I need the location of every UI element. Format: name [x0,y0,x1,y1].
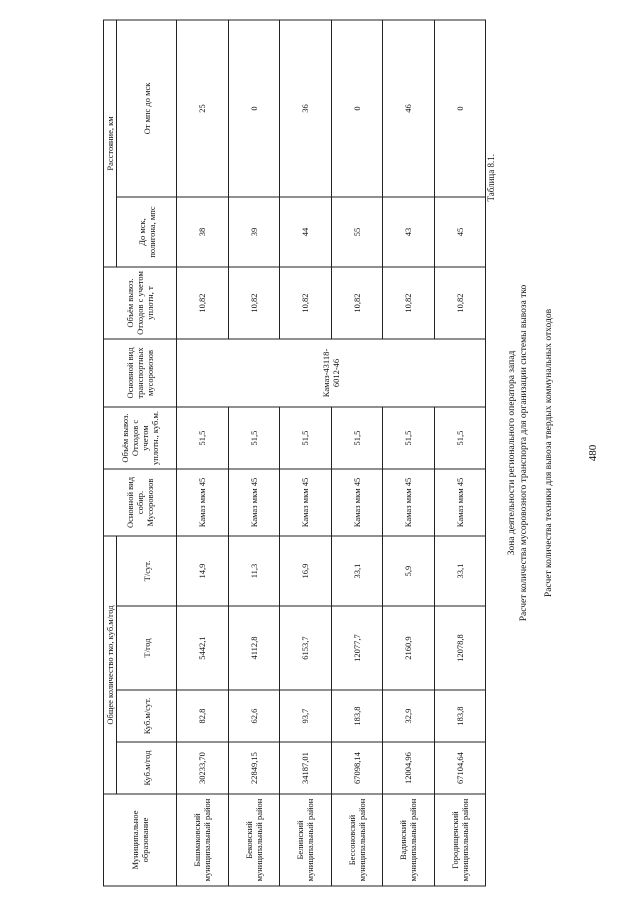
cell-vol-m3: 51,5 [280,407,332,469]
cell-vol-t: 10,82 [434,267,486,339]
cell-name: Белинский муниципальный район [280,794,332,886]
cell-vol-m3: 51,5 [228,407,280,469]
page-number: 480 [587,444,599,461]
cell-m3-year: 67098,14 [331,742,383,794]
cell-vol-t: 10,82 [383,267,435,339]
header-distance-group: Расстояние, км [104,20,117,267]
cell-from-mps: 36 [280,20,332,197]
cell-name: Бессоновский муниципальный район [331,794,383,886]
cell-to-msk: 44 [280,197,332,267]
cell-t-day: 11,3 [228,536,280,606]
cell-m3-day: 183,8 [434,690,486,742]
table-row [280,20,332,886]
cell-m3-day: 82,8 [177,690,229,742]
cell-vehicle: Камаз мкм 45 [228,469,280,536]
header-volume-t: Объём вывоз. Отходов с учетом уплотн, т [104,267,177,339]
cell-vol-m3: 51,5 [331,407,383,469]
cell-vol-t: 10,82 [177,267,229,339]
header-to-msk: До мск, полигона, мпс [117,197,177,267]
cell-t-day: 5,9 [383,536,435,606]
cell-m3-day: 62,6 [228,690,280,742]
cell-vol-t: 10,82 [280,267,332,339]
cell-transport-merged: Камаз-43118-6012-46 [177,339,486,407]
cell-t-day: 14,9 [177,536,229,606]
header-m3-day: Куб.м/сут. [117,690,177,742]
cell-to-msk: 39 [228,197,280,267]
cell-t-year: 12078,8 [434,606,486,690]
cell-m3-year: 30233,70 [177,742,229,794]
cell-vehicle: Камаз мкм 45 [434,469,486,536]
header-municipality: Муниципальное образование [104,794,177,886]
cell-from-mps: 0 [434,20,486,197]
header-t-year: Т/год [117,606,177,690]
cell-vol-t: 10,82 [331,267,383,339]
header-from-mps: От мпс до мск [117,20,177,197]
cell-vehicle: Камаз мкм 45 [280,469,332,536]
table-row [228,20,280,886]
cell-name: Городищенский муниципальный район [434,794,486,886]
cell-vehicle: Камаз мкм 45 [177,469,229,536]
cell-t-year: 2160,9 [383,606,435,690]
header-total-group: Общее количество тко, куб.м/год [104,536,117,794]
cell-vol-m3: 51,5 [383,407,435,469]
cell-m3-day: 93,7 [280,690,332,742]
header-vehicle-type: Основной вид собир. Мусоровозов [104,469,177,536]
cell-t-day: 33,1 [434,536,486,606]
cell-vol-m3: 51,5 [177,407,229,469]
table-row [383,20,435,886]
header-m3-year: Куб.м/год [117,742,177,794]
cell-m3-day: 183,8 [331,690,383,742]
table-row [331,20,383,886]
caption-subtitle: Расчет количества мусоровозного транспорта для организации системы вывоза тко [519,284,529,621]
cell-to-msk: 55 [331,197,383,267]
cell-name: Вадинский муниципальный район [383,794,435,886]
cell-from-mps: 46 [383,20,435,197]
cell-m3-year: 67104,64 [434,742,486,794]
caption-zone: Зона деятельности регионального оператора запад [507,350,517,555]
cell-vehicle: Камаз мкм 45 [331,469,383,536]
cell-name: Башмаковский муниципальный район [177,794,229,886]
cell-m3-day: 32,9 [383,690,435,742]
cell-t-year: 4112,8 [228,606,280,690]
table-row [434,20,486,886]
cell-to-msk: 38 [177,197,229,267]
cell-m3-year: 34187,01 [280,742,332,794]
header-t-day: Т/сут. [117,536,177,606]
header-transport-type: Основной вид транспортных мусоровозов [104,339,177,407]
cell-m3-year: 22849,15 [228,742,280,794]
cell-from-mps: 0 [331,20,383,197]
cell-vol-m3: 51,5 [434,407,486,469]
cell-t-year: 6153,7 [280,606,332,690]
cell-to-msk: 43 [383,197,435,267]
header-volume-m3: Объём вывоз. Отходов с учетом уплотн., куб.м. [104,407,177,469]
cell-t-day: 33,1 [331,536,383,606]
cell-from-mps: 25 [177,20,229,197]
cell-t-year: 12077,7 [331,606,383,690]
cell-to-msk: 45 [434,197,486,267]
table-row [177,20,229,886]
caption-title: Расчет количества техники для вывоза твердых коммунальных отходов [544,308,554,597]
cell-t-year: 5442,1 [177,606,229,690]
table-label: Таблица 8.1. [486,153,496,201]
cell-m3-year: 12004,96 [383,742,435,794]
cell-t-day: 16,9 [280,536,332,606]
cell-name: Бековский муниципальный район [228,794,280,886]
cell-from-mps: 0 [228,20,280,197]
cell-vol-t: 10,82 [228,267,280,339]
cell-vehicle: Камаз мкм 45 [383,469,435,536]
waste-transport-table [103,19,486,886]
